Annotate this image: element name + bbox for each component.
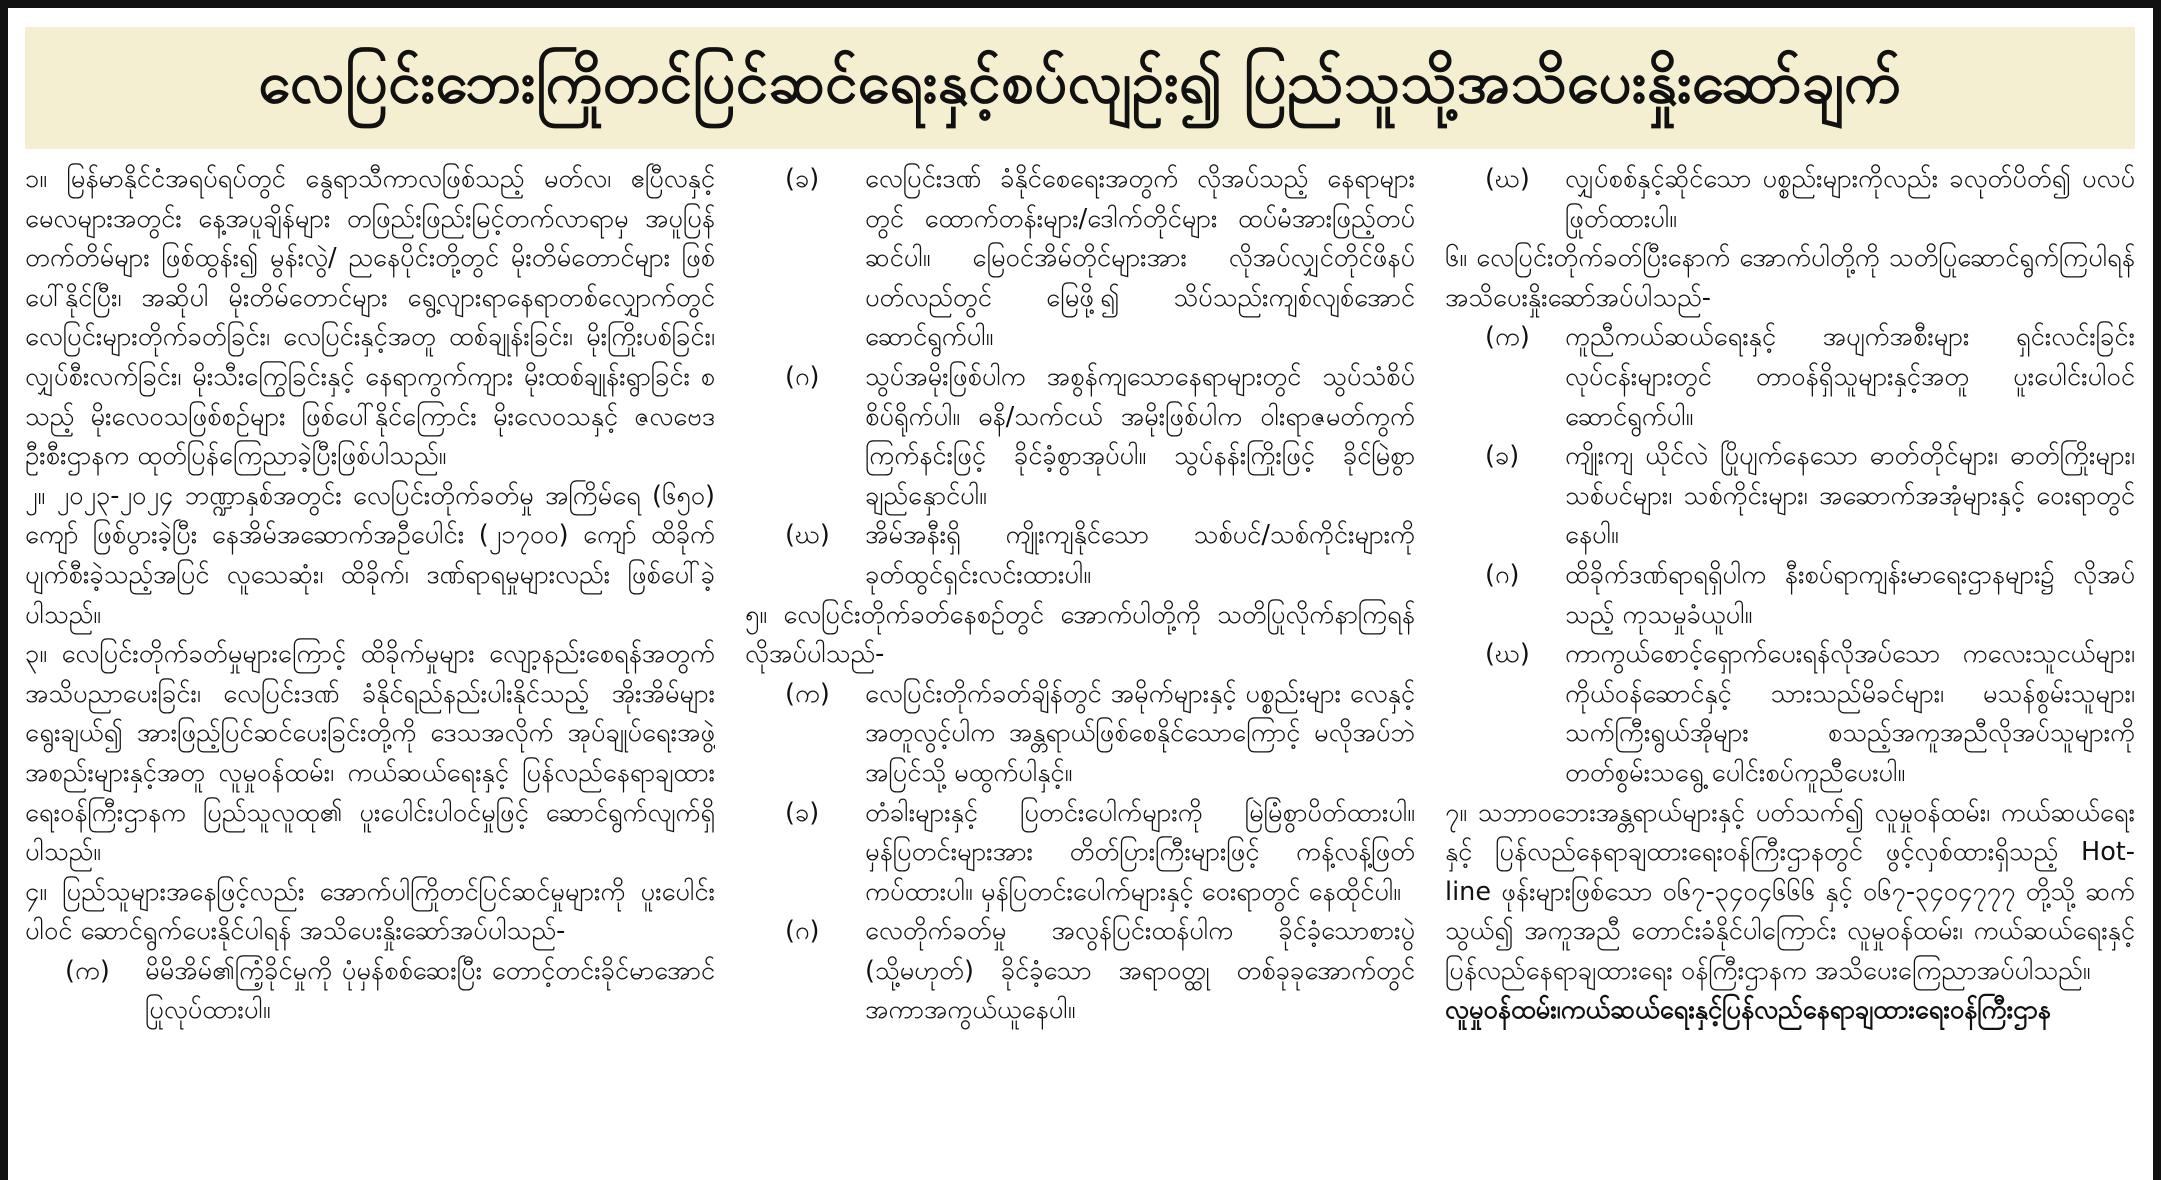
list-item — [745, 160, 1415, 358]
list-item-text: ကူညီကယ်ဆယ်ရေးနှင့် အပျက်အစီးများ ရှင်းလင်းခြင်း လုပ်ငန်းများတွင် တာဝန်ရှိသူများနှင့်အတူ ပူးပေါင်းပါဝင်ဆောင်ရွက်ပါ။ — [1565, 322, 2135, 432]
paragraph-5: ၅။ လေပြင်းတိုက်ခတ်နေစဉ်တွင် အောက်ပါတို့ကို သတိပြုလိုက်နာကြရန် လိုအပ်ပါသည်- — [745, 599, 1415, 670]
list-item-label: (ဃ) — [1485, 164, 1530, 194]
column-2 — [745, 160, 1415, 1170]
column-1 — [25, 160, 715, 1170]
list-item-label: (က) — [65, 955, 110, 986]
column-3 — [1445, 160, 2135, 1170]
paragraph-6: ၆။ လေပြင်းတိုက်ခတ်ပြီးနောက် အောက်ပါတို့ကို သတိပြုဆောင်ရွက်ကြပါရန် အသိပေးနှိုးဆော်အပ်ပါသည်- — [1445, 243, 2135, 313]
list-item-label: (ဂ) — [1485, 559, 1520, 590]
list-item-label: (ဂ) — [785, 361, 820, 392]
list-item — [1445, 437, 2135, 556]
page-title: လေပြင်းဘေးကြိုတင်ပြင်ဆင်ရေးနှင့်စပ်လျဉ်း၍ ပြည်သူသို့အသိပေးနှိုးဆော်ချက် — [258, 47, 1902, 116]
title-banner — [25, 27, 2135, 149]
list-item — [745, 358, 1415, 516]
list-item-label: (ဃ) — [785, 520, 830, 551]
list-item-label: (ဂ) — [785, 916, 820, 947]
list-item-text: မိမိအိမ်၏ကြံ့ခိုင်မှုကို ပုံမှန်စစ်ဆေးပြီး တောင့်တင်းခိုင်မာအောင် ပြုလုပ်ထားပါ။ — [145, 955, 715, 1026]
list-item-text: ကျိုးကျ ယိုင်လဲ ပြိုပျက်နေသော ဓာတ်တိုင်များ၊ ဓာတ်ကြိုးများ၊ သစ်ပင်များ၊ သစ်ကိုင်းများ၊ အဆောက်အအုံများနှင့် ဝေးရာတွင်နေပါ။ — [1565, 441, 2135, 551]
list-item-text: သွပ်အမိုးဖြစ်ပါက အစွန်ကျသောနေရာများတွင် သွပ်သံစိပ်စိပ်ရိုက်ပါ။ ဓနိ/သက်ငယ် အမိုးဖြစ်ပါက ဝါးရာဇမတ်ကွက် ကြက်နင်းဖြင့် ခိုင်ခံ့စွာအုပ်ပါ။ သွပ်နန်းကြိုးဖြင့် ခိုင်မြဲစွာ ချည်နှောင်ပါ။ — [865, 361, 1415, 511]
list-item-text: ကာကွယ်စောင့်ရှောက်ပေးရန်လိုအပ်သော ကလေးသူငယ်များ၊ ကိုယ်ဝန်ဆောင်နှင့် သားသည်မိခင်များ၊ မသန်စွမ်းသူများ၊ သက်ကြီးရွယ်အိုများ စသည့်အကူအညီလိုအပ်သူများကို တတ်စွမ်းသရွေ့ ပေါင်းစပ်ကူညီပေးပါ။ — [1565, 639, 2135, 788]
paragraph-1: ၁။ မြန်မာနိုင်ငံအရပ်ရပ်တွင် နွေရာသီကာလဖြစ်သည့် မတ်လ၊ ဧပြီလနှင့် မေလများအတွင်း နေ့အပူချိန်များ တဖြည်းဖြည်းမြင့်တက်လာရာမှ အပူပြန်တက်တိမ်များ ဖြစ်ထွန်း၍ မွန်းလွဲ/ ညနေပိုင်းတို့တွင် မိုးတိမ်တောင်များ ဖြစ်ပေါ်နိုင်ပြီး၊ အဆိုပါ မိုးတိမ်တောင်များ ရွေ့လျားရာနေရာတစ်လျှောက်တွင် လေပြင်းများတိုက်ခတ်ခြင်း၊ လေပြင်းနှင့်အတူ ထစ်ချုန်းခြင်း၊ မိုးကြိုးပစ်ခြင်း၊ လျှပ်စီးလက်ခြင်း၊ မိုးသီးကြွေခြင်းနှင့် နေရာကွက်ကျား မိုးထစ်ချုန်းရွာခြင်း စသည့် မိုးလေဝသဖြစ်စဉ်များ ဖြစ်ပေါ်နိုင်ကြောင်း မိုးလေဝသနှင့် ဇလဗေဒဦးစီးဌာနက ထုတ်ပြန်ကြေညာခဲ့ပြီးဖြစ်ပါသည်။ — [25, 164, 715, 472]
list-item-text: တံခါးများနှင့် ပြတင်းပေါက်များကို မြဲမြံစွာပိတ်ထားပါ။ မှန်ပြတင်းများအား တိတ်ပြားကြီးများဖြင့် ကန့်လန့်ဖြတ်ကပ်ထားပါ။ မှန်ပြတင်းပေါက်များနှင့် ဝေးရာတွင် နေထိုင်ပါ။ — [865, 797, 1415, 907]
signature: လူမှုဝန်ထမ်း၊ကယ်ဆယ်ရေးနှင့်ပြန်လည်နေရာချထားရေးဝန်ကြီးဌာန — [1445, 995, 2051, 1026]
list-item — [1445, 635, 2135, 793]
list-item — [1445, 318, 2135, 437]
list-item — [745, 516, 1415, 595]
list-item-text: လေတိုက်ခတ်မှု အလွန်ပြင်းထန်ပါက ခိုင်ခံ့သောစားပွဲ (သို့မဟုတ်) ခိုင်ခံ့သော အရာဝတ္ထု တစ်ခုခုအောက်တွင် အကာအကွယ်ယူနေပါ။ — [865, 916, 1415, 1026]
list-item-label: (က) — [1485, 322, 1530, 353]
paragraph-4: ၄။ ပြည်သူများအနေဖြင့်လည်း အောက်ပါကြိုတင်ပြင်ဆင်မှုများကို ပူးပေါင်းပါဝင် ဆောင်ရွက်ပေးနိုင်ပါရန် အသိပေးနှိုးဆော်အပ်ပါသည်- — [25, 876, 715, 947]
list-item — [25, 952, 715, 1031]
list-item-text: လေပြင်းတိုက်ခတ်ချိန်တွင် အမိုက်များနှင့် ပစ္စည်းများ လေနှင့်အတူလွင့်ပါက အန္တရာယ်ဖြစ်စေနိုင်သောကြောင့် မလိုအပ်ဘဲ အပြင်သို့ မထွက်ပါနှင့်။ — [865, 678, 1415, 788]
paragraph-7: ၇။ သဘာဝဘေးအန္တရာယ်များနှင့် ပတ်သက်၍ လူမှုဝန်ထမ်း၊ ကယ်ဆယ်ရေးနှင့် ပြန်လည်နေရာချထားရေးဝန်ကြီးဌာနတွင် ဖွင့်လှစ်ထားရှိသည့် Hot-line ဖုန်းများဖြစ်သော ၀၆၇-၃၄၀၄၆၆၆ နှင့် ၀၆၇-၃၄၀၄၇၇၇ တို့သို့ ဆက်သွယ်၍ အကူအညီ တောင်းခံနိုင်ပါကြောင်း လူမှုဝန်ထမ်း၊ ကယ်ဆယ်ရေးနှင့်ပြန်လည်နေရာချထားရေး ဝန်ကြီးဌာနက အသိပေးကြေညာအပ်ပါသည်။ — [1445, 797, 2135, 986]
list-item-text: လျှပ်စစ်နှင့်ဆိုင်သော ပစ္စည်းများကိုလည်း ခလုတ်ပိတ်၍ ပလပ်ဖြုတ်ထားပါ။ — [1565, 164, 2135, 234]
list-item — [745, 912, 1415, 1031]
list-item-text: လေပြင်းဒဏ် ခံနိုင်စေရေးအတွက် လိုအပ်သည့် နေရာများတွင် ထောက်တန်းများ/ဒေါက်တိုင်များ ထပ်မံအားဖြည့်တပ်ဆင်ပါ။ မြေဝင်အိမ်တိုင်များအား လိုအပ်လျှင်တိုင်ဖိနပ် ပတ်လည်တွင် မြေဖို့၍ သိပ်သည်းကျစ်လျစ်အောင် ဆောင်ရွက်ပါ။ — [865, 164, 1415, 353]
list-item-text: အိမ်အနီးရှိ ကျိုးကျနိုင်သော သစ်ပင်/သစ်ကိုင်းများကို ခုတ်ထွင်ရှင်းလင်းထားပါ။ — [865, 520, 1415, 590]
list-item-label: (ခ) — [1485, 441, 1520, 472]
list-item-label: (က) — [785, 678, 830, 709]
paragraph-3: ၃။ လေပြင်းတိုက်ခတ်မှုများကြောင့် ထိခိုက်မှုများ လျော့နည်းစေရန်အတွက် အသိပညာပေးခြင်း၊ လေပြင်းဒဏ် ခံနိုင်ရည်နည်းပါးနိုင်သည့် အိုးအိမ်များ ရွေးချယ်၍ အားဖြည့်ပြင်ဆင်ပေးခြင်းတို့ကို ဒေသအလိုက် အုပ်ချုပ်ရေးအဖွဲ့အစည်းများနှင့်အတူ လူမှုဝန်ထမ်း၊ ကယ်ဆယ်ရေးနှင့် ပြန်လည်နေရာချထားရေးဝန်ကြီးဌာနက ပြည်သူလူထု၏ ပူးပေါင်းပါဝင်မှုဖြင့် ဆောင်ရွက်လျက်ရှိပါသည်။ — [25, 639, 715, 868]
list-item-label: (ခ) — [785, 164, 820, 194]
list-item — [1445, 160, 2135, 239]
list-item — [745, 675, 1415, 794]
list-item — [1445, 556, 2135, 635]
list-item-label: (ဃ) — [1485, 639, 1530, 670]
list-item-label: (ခ) — [785, 797, 820, 828]
list-item-text: ထိခိုက်ဒဏ်ရာရရှိပါက နီးစပ်ရာကျန်းမာရေးဌာနများ၌ လိုအပ်သည့် ကုသမှုခံယူပါ။ — [1565, 559, 2135, 630]
paragraph-2: ၂။ ၂၀၂၃-၂၀၂၄ ဘဏ္ဍာနှစ်အတွင်း လေပြင်းတိုက်ခတ်မှု အကြိမ်ရေ (၆၅၀) ကျော် ဖြစ်ပွားခဲ့ပြီး နေအိမ်အဆောက်အဦပေါင်း (၂၁၇၀၀) ကျော် ထိခိုက်ပျက်စီးခဲ့သည့်အပြင် လူသေဆုံး၊ ထိခိုက်၊ ဒဏ်ရာရမှုများလည်း ဖြစ်ပေါ်ခဲ့ပါသည်။ — [25, 480, 715, 630]
list-item — [745, 794, 1415, 913]
